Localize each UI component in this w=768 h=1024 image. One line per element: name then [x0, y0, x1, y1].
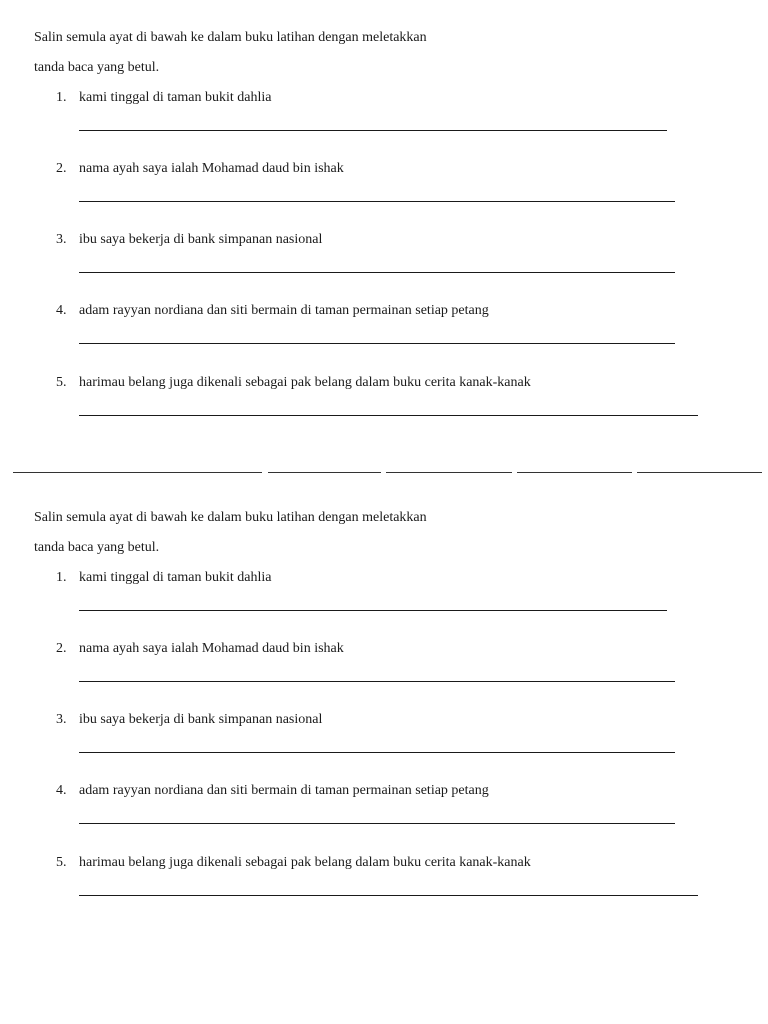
item-sentence: nama ayah saya ialah Mohamad daud bin ishak — [79, 641, 344, 656]
item-sentence: ibu saya bekerja di bank simpanan nasional — [79, 712, 323, 727]
exercise-item-5 — [0, 374, 768, 434]
instruction-line-2: tanda baca yang betul. — [34, 60, 160, 75]
separator-gap — [632, 471, 637, 474]
exercise-item-1 — [0, 89, 768, 149]
item-sentence: adam rayyan nordiana dan siti bermain di taman permainan setiap petang — [79, 303, 489, 318]
instruction-line-1: Salin semula ayat di bawah ke dalam buku latihan dengan meletakkan — [34, 30, 427, 45]
exercise-item-2 — [0, 640, 768, 700]
item-number: 1. — [56, 570, 67, 585]
cut-separator-line — [13, 472, 762, 473]
item-sentence: ibu saya bekerja di bank simpanan nasional — [79, 232, 323, 247]
answer-line — [79, 130, 667, 131]
item-number: 1. — [56, 90, 67, 105]
item-number: 3. — [56, 232, 67, 247]
answer-line — [79, 752, 675, 753]
instruction-line-2: tanda baca yang betul. — [34, 540, 160, 555]
answer-line — [79, 895, 698, 896]
answer-line — [79, 681, 675, 682]
exercise-item-2 — [0, 160, 768, 220]
answer-line — [79, 823, 675, 824]
item-sentence: adam rayyan nordiana dan siti bermain di taman permainan setiap petang — [79, 783, 489, 798]
exercise-item-4 — [0, 782, 768, 842]
item-sentence: nama ayah saya ialah Mohamad daud bin ishak — [79, 161, 344, 176]
item-number: 2. — [56, 641, 67, 656]
item-sentence: harimau belang juga dikenali sebagai pak belang dalam buku cerita kanak-kanak — [79, 855, 531, 870]
exercise-item-4 — [0, 302, 768, 362]
separator-gap — [512, 471, 517, 474]
item-number: 5. — [56, 855, 67, 870]
item-number: 3. — [56, 712, 67, 727]
item-number: 4. — [56, 303, 67, 318]
answer-line — [79, 415, 698, 416]
item-sentence: kami tinggal di taman bukit dahlia — [79, 570, 272, 585]
item-number: 4. — [56, 783, 67, 798]
item-sentence: harimau belang juga dikenali sebagai pak belang dalam buku cerita kanak-kanak — [79, 375, 531, 390]
instruction-line-1: Salin semula ayat di bawah ke dalam buku latihan dengan meletakkan — [34, 510, 427, 525]
separator-gap — [381, 471, 386, 474]
item-number: 2. — [56, 161, 67, 176]
answer-line — [79, 272, 675, 273]
exercise-item-5 — [0, 854, 768, 914]
exercise-item-3 — [0, 231, 768, 291]
answer-line — [79, 343, 675, 344]
exercise-item-3 — [0, 711, 768, 771]
item-sentence: kami tinggal di taman bukit dahlia — [79, 90, 272, 105]
answer-line — [79, 201, 675, 202]
answer-line — [79, 610, 667, 611]
item-number: 5. — [56, 375, 67, 390]
exercise-item-1 — [0, 569, 768, 629]
separator-gap — [262, 471, 268, 474]
